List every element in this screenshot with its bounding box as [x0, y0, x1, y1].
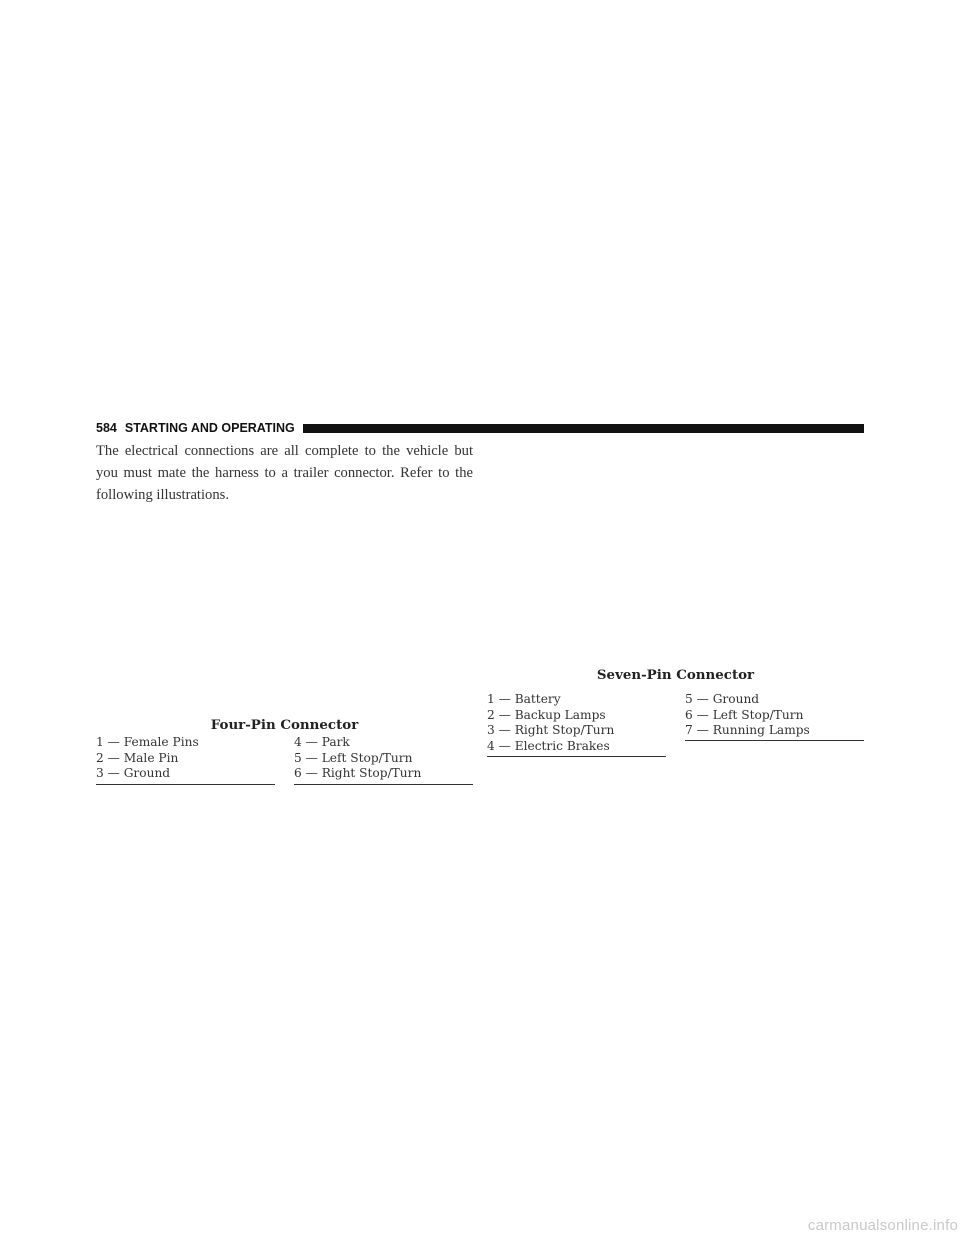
seven-pin-left-legend: [487, 692, 614, 755]
legend-item: 6 — Left Stop/Turn: [685, 707, 804, 722]
four-pin-left-legend: [96, 735, 199, 782]
intro-paragraph: [96, 440, 473, 506]
seven-pin-right-legend: [685, 692, 810, 739]
legend-item: 1 — Female Pins: [96, 735, 199, 749]
legend-item: 6 — Right Stop/Turn: [294, 766, 422, 781]
watermark: carmanualsonline.info: [807, 1217, 958, 1234]
legend-item: 2 — Male Pin: [96, 750, 179, 765]
legend-item: 4 — Park: [294, 735, 350, 749]
four-pin-right-rule: [294, 784, 473, 785]
legend-item: 4 — Electric Brakes: [487, 739, 610, 754]
seven-pin-right-rule: [685, 740, 864, 741]
seven-pin-title: Seven-Pin Connector: [596, 667, 755, 683]
header-bar: [303, 424, 864, 433]
legend-item: 5 — Ground: [685, 692, 760, 706]
four-pin-right-legend: [294, 735, 421, 782]
section-title: STARTING AND OPERATING: [124, 421, 295, 435]
legend-item: 7 — Running Lamps: [685, 723, 810, 738]
legend-item: 5 — Left Stop/Turn: [294, 750, 413, 765]
four-pin-left-rule: [96, 784, 275, 785]
page-header: [96, 420, 864, 436]
seven-pin-left-rule: [487, 756, 666, 757]
legend-item: 1 — Battery: [487, 692, 561, 706]
page-number: 584: [96, 421, 117, 435]
legend-item: 3 — Right Stop/Turn: [487, 723, 615, 738]
legend-item: 2 — Backup Lamps: [487, 707, 606, 722]
legend-item: 3 — Ground: [96, 766, 171, 781]
four-pin-title: Four-Pin Connector: [210, 717, 359, 733]
intro-text: The electrical connections are all complete to the vehicle but you must mate the harness to a trailer connector. Refer to the following illustrations.: [96, 443, 473, 503]
